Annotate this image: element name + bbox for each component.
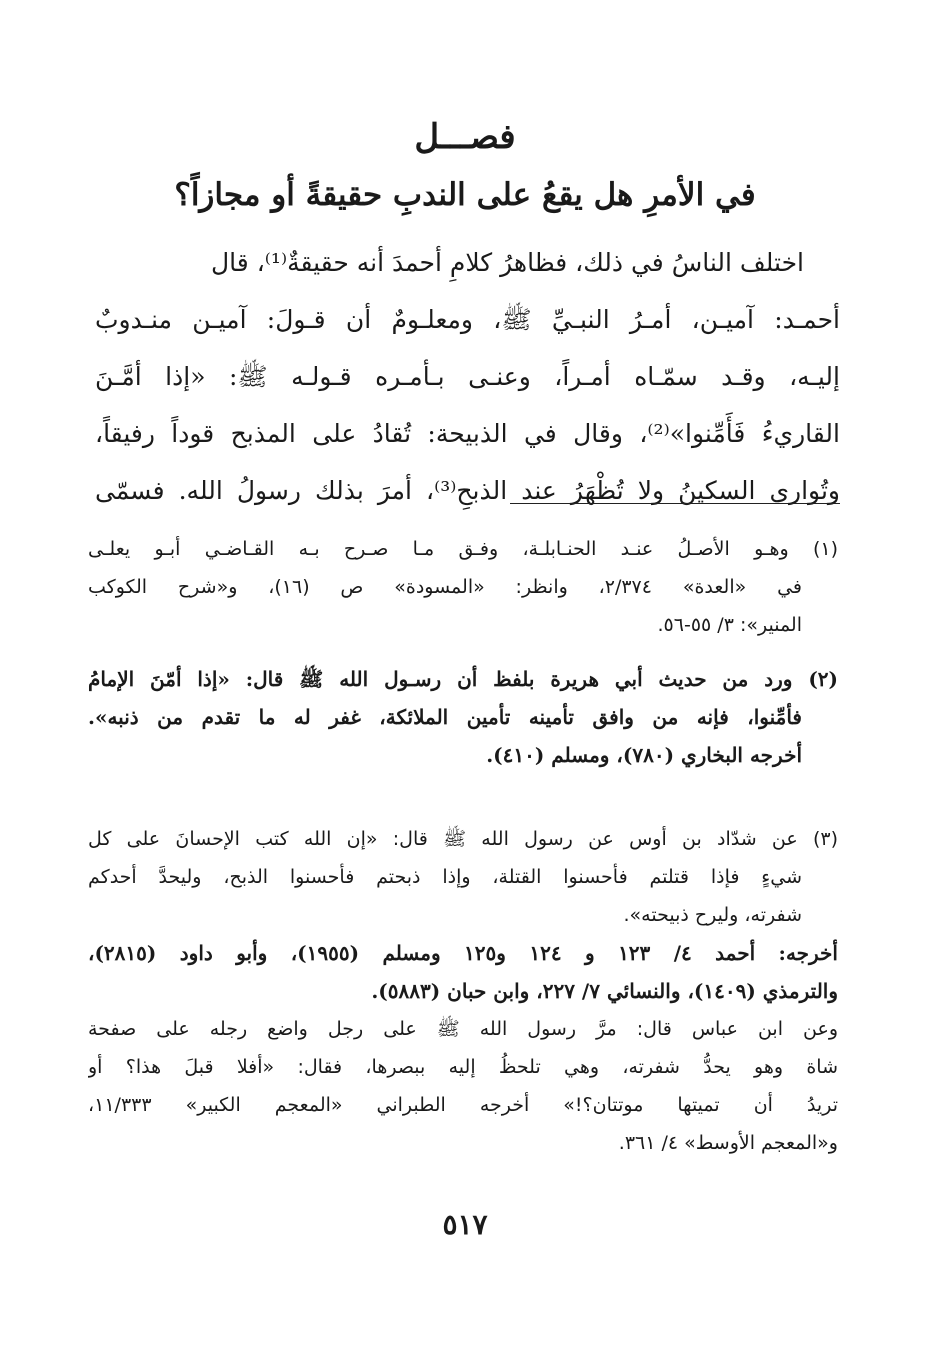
footnote-line: تريدُ أن تميتها موتتان؟!» أخرجه الطبراني «المعجم الكبير» ١١/٣٣٣،: [88, 1094, 838, 1116]
chapter-title: في الأمرِ هل يقعُ على الندبِ حقيقةً أو مجازاً؟: [174, 177, 756, 213]
footnote-line: شفرته، وليرح ذبيحته».: [623, 904, 802, 926]
footnote-line: (٣) عن شدّاد بن أوس عن رسول الله ﷺ قال: «إن الله كتب الإحسانَ على كل: [88, 828, 838, 850]
main-text-line: أحمـد: آميـن، أمـرُ النبـيِّ ﷺ، ومعلـومٌ أن قـولَ: آميـن منـدوبٌ: [95, 305, 840, 334]
main-text-line: اختلف الناسُ في ذلك، فظاهرُ كلامِ أحمدَ أنه حقيقةٌ⁽¹⁾، قال: [211, 248, 804, 277]
section-title: فصـــل: [414, 117, 516, 157]
footnote-line: وعن ابن عباس قال: مرَّ رسول الله ﷺ على رجل واضع رجله على صفحة: [88, 1018, 838, 1040]
footnote-line: (٢) ورد من حديث أبي هريرة بلفظ أن رسـول الله ﷺ قال: «إذا أمّنَ الإمامُ: [88, 667, 838, 691]
main-text-line: وتُوارى السكينُ ولا تُظْهَرُ عند الذبحِ⁽³⁾، أمرَ بذلك رسولُ الله. فسمّى: [95, 476, 840, 505]
page-number: ٥١٧: [442, 1208, 488, 1241]
footnote-line: (١) وهـو الأصـلُ عنـد الحنـابلـة، وفـق مـا صـرح بـه القـاضـي أبـو يعلـى: [88, 538, 838, 560]
footnote-line: شاة وهو يحدُّ شفرته، وهي تلحظُ إليه ببصرها، فقال: «أفلا قبلَ هذا؟ أو: [88, 1056, 838, 1078]
footnote-line: و«المعجم الأوسط» ٤/ ٣٦١.: [618, 1132, 838, 1154]
footnote-1: [88, 530, 838, 644]
footnote-line: والترمذي (١٤٠٩)، والنسائي ٧/ ٢٢٧، وابن حبان (٥٨٨٣).: [371, 979, 838, 1003]
footnote-line: أخرجه البخاري (٧٨٠)، ومسلم (٤١٠).: [486, 743, 802, 767]
footnote-line: أخرجه: أحمد ٤/ ١٢٣ و ١٢٤ و١٢٥ ومسلم (١٩٥٥)، وأبو داود (٢٨١٥)،: [88, 941, 838, 965]
footnote-separator: [510, 503, 840, 504]
footnote-3: [88, 820, 838, 1162]
footnote-2: [88, 660, 838, 774]
footnote-line: فأمِّنوا، فإنه من وافق تأمينه تأمين الملائكة، غفر له ما تقدم من ذنبه».: [88, 705, 802, 729]
main-text: [95, 234, 840, 519]
footnote-line: شيءٍ فإذا قتلتم فأحسنوا القتلة، وإذا ذبحتم فأحسنوا الذبح، وليحدَّ أحدكم: [88, 866, 802, 888]
main-text-line: القاريءُ فَأَمِّنوا»⁽²⁾، وقال في الذبيحة: تُقادُ على المذبح قوداً رفيقاً،: [95, 419, 840, 448]
footnote-line: المنير»: ٣/ ٥٥-٥٦.: [657, 614, 802, 636]
main-text-line: إليـه، وقـد سمّـاه أمـراً، وعنـى بـأمـره قـولـه ﷺ: «إذا أمَّـنَ: [95, 362, 840, 391]
footnote-line: في «العدة» ٢/٣٧٤، وانظر: «المسودة» ص (١٦)، و«شرح الكوكب: [88, 576, 802, 598]
